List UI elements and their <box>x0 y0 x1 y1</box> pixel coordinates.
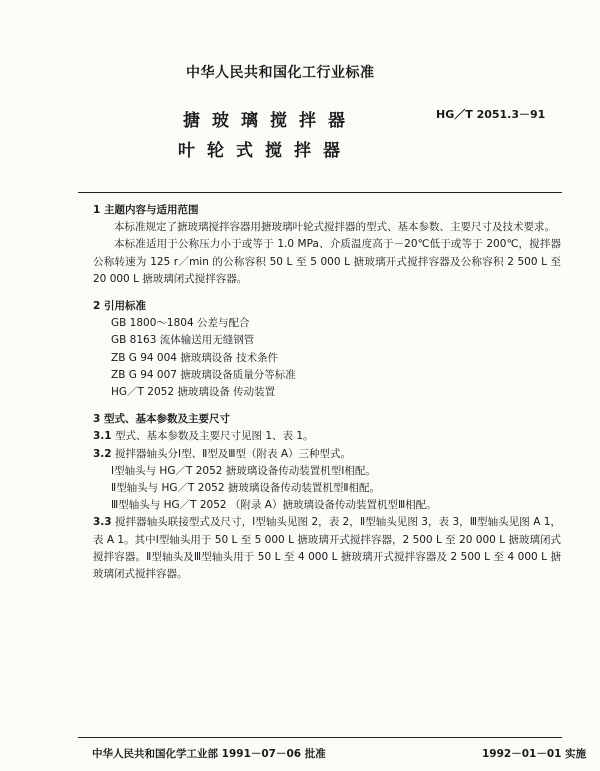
section-2-heading: 2 引用标准 <box>93 300 146 313</box>
clause-number: 3.1 <box>93 430 112 443</box>
clause-text: 型式、基本参数及主要尺寸见图 1、表 1。 <box>115 430 314 443</box>
document-body <box>93 202 561 583</box>
title-line-1: 搪玻璃搅拌器 <box>183 111 357 131</box>
top-divider <box>78 192 562 193</box>
clause-text: 搅拌器轴头联接型式及尺寸，Ⅰ型轴头见图 2，表 2，Ⅱ型轴头见图 3，表 3，Ⅲ型轴头见图 A 1，表 A 1。其中Ⅰ型轴头用于 50 L 至 5 000 L 搪玻璃开式搅拌容器，2 500 L 至 20 000 L 搪玻璃闭式搅拌容器。Ⅱ型轴头及Ⅲ型轴头用于 50 L 至 4 000 L 搪玻璃开式搅拌容器及 2 500 L 至 4 000 L 搪玻璃闭式搅拌容器。 <box>93 516 561 581</box>
section-1-paragraph-2: 本标准适用于公称压力小于或等于 1.0 MPa、介质温度高于－20℃低于或等于 200℃，搅拌器公称转速为 125 r／min 的公称容积 50 L 至 5 000 L 搪玻璃开式搅拌容器及公称容积 2 500 L 至 20 000 L 搪玻璃闭式搅拌容器。 <box>93 238 561 285</box>
bottom-divider <box>78 737 562 738</box>
shaft-type-item: Ⅱ型轴头与 HG／T 2052 搪玻璃设备传动装置机型Ⅱ相配。 <box>111 482 381 495</box>
standard-number: HG／T 2051.3－91 <box>436 108 546 121</box>
clause-number: 3.2 <box>93 447 112 460</box>
reference-standard: ZB G 94 007 搪玻璃设备质量分等标准 <box>111 368 296 381</box>
section-1-paragraph-1: 本标准规定了搪玻璃搅拌容器用搪玻璃叶轮式搅拌器的型式、基本参数、主要尺寸及技术要求。 <box>114 221 555 234</box>
clause-number: 3.3 <box>93 516 112 529</box>
effective-date: 1992－01－01 实施 <box>482 748 587 760</box>
shaft-type-item: Ⅲ型轴头与 HG／T 2052 （附录 A）搪玻璃设备传动装置机型Ⅲ相配。 <box>111 499 437 512</box>
shaft-type-item: Ⅰ型轴头与 HG／T 2052 搪玻璃设备传动装置机型Ⅰ相配。 <box>111 464 376 477</box>
reference-standard: ZB G 94 004 搪玻璃设备 技术条件 <box>111 351 279 364</box>
clause-text: 搅拌器轴头分Ⅰ型、Ⅱ型及Ⅲ型（附表 A）三种型式。 <box>115 447 352 460</box>
reference-standard: HG／T 2052 搪玻璃设备 传动装置 <box>111 386 276 399</box>
clause-3-1 <box>93 428 561 445</box>
title-line-2: 叶轮式搅拌器 <box>178 141 352 161</box>
approval-line: 中华人民共和国化学工业部 1991－07－06 批准 <box>92 748 326 760</box>
section-3-heading: 3 型式、基本参数及主要尺寸 <box>93 413 230 426</box>
clause-3-2 <box>93 446 561 463</box>
clause-3-3 <box>93 514 561 583</box>
reference-standard: GB 1800～1804 公差与配合 <box>111 317 250 330</box>
reference-standard: GB 8163 流体输送用无缝钢管 <box>111 334 255 347</box>
section-1-heading: 1 主题内容与适用范围 <box>93 204 199 216</box>
issuing-body-header: 中华人民共和国化工行业标准 <box>186 65 375 81</box>
